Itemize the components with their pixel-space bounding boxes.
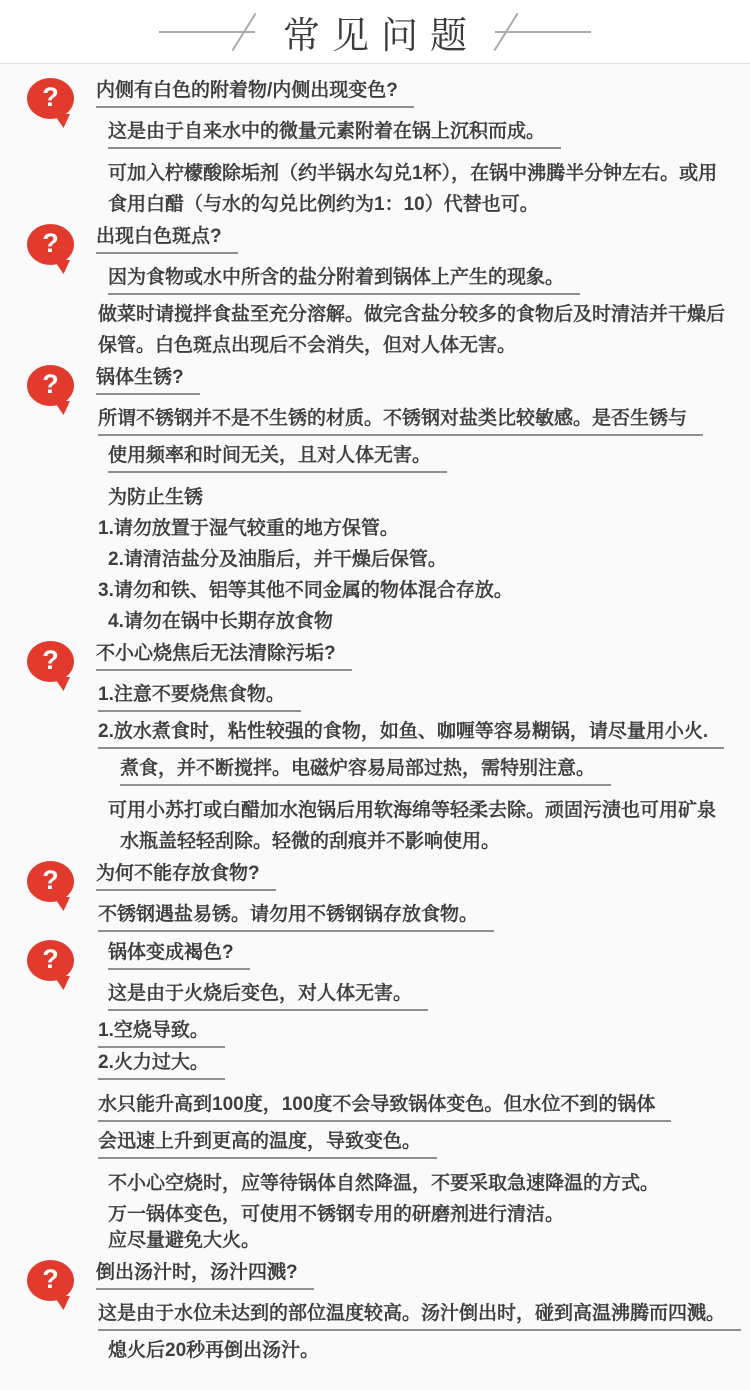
faq-answer-line: 这是由于水位未达到的部位温度较高。汤汁倒出时，碰到高温沸腾而四溅。 xyxy=(98,1303,730,1331)
faq-answer-line: 2.请清洁盐分及油脂后，并干燥后保管。 xyxy=(108,549,447,570)
question-bubble-icon: ? xyxy=(27,861,74,902)
faq-answer-line: 这是由于火烧后变色，对人体无害。 xyxy=(108,983,730,1011)
faq-answer-line: 为防止生锈 xyxy=(108,487,204,508)
title-divider-right xyxy=(505,10,591,54)
faq-answer-line: 2.放水煮食时，粘性较强的食物，如鱼、咖喱等容易糊锅，请尽量用小火. xyxy=(98,721,730,749)
faq-answer-line: 保管。白色斑点出现后不会消失，但对人体无害。 xyxy=(98,335,517,356)
faq-section xyxy=(0,643,730,853)
question-bubble-icon: ? xyxy=(27,641,74,682)
question-bubble-icon: ? xyxy=(27,940,74,981)
divider-line-icon xyxy=(495,31,591,33)
faq-question: 出现白色斑点? xyxy=(96,226,238,254)
faq-answer-line: 煮食，并不断搅拌。电磁炉容易局部过热，需特别注意。 xyxy=(120,758,730,786)
faq-answer-line: 做菜时请搅拌食盐至充分溶解。做完含盐分较多的食物后及时清洁并干燥后 xyxy=(98,304,726,325)
title-divider-left xyxy=(159,10,245,54)
faq-answer-line: 水瓶盖轻轻刮除。轻微的刮痕并不影响使用。 xyxy=(120,831,501,852)
faq-section xyxy=(0,367,730,633)
faq-header xyxy=(0,0,750,63)
faq-question: 锅体生锈? xyxy=(96,367,200,395)
faq-question: 倒出汤汁时，汤汁四溅? xyxy=(96,1262,314,1290)
faq-answer-line: 2.火力过大。 xyxy=(98,1052,730,1080)
faq-answer-line: 使用频率和时间无关，且对人体无害。 xyxy=(108,445,730,473)
faq-section xyxy=(0,80,730,216)
faq-answer-line: 应尽量避免大火。 xyxy=(108,1230,261,1251)
faq-answer-line: 这是由于自来水中的微量元素附着在锅上沉积而成。 xyxy=(108,121,730,149)
faq-answer-line: 会迅速上升到更高的温度，导致变色。 xyxy=(98,1131,730,1159)
faq-answer-line: 可加入柠檬酸除垢剂（约半锅水勾兑1杯），在锅中沸腾半分钟左右。或用 xyxy=(108,163,718,184)
faq-answer-line: 4.请勿在锅中长期存放食物 xyxy=(108,611,333,632)
question-bubble-icon: ? xyxy=(27,78,74,119)
faq-section xyxy=(0,226,730,357)
question-bubble-icon: ? xyxy=(27,365,74,406)
faq-question: 内侧有白色的附着物/内侧出现变色? xyxy=(96,80,414,108)
faq-answer-line: 水只能升高到100度，100度不会导致锅体变色。但水位不到的锅体 xyxy=(98,1094,730,1122)
faq-answer-line: 不小心空烧时，应等待锅体自然降温，不要采取急速降温的方式。 xyxy=(108,1173,660,1194)
faq-answer-line: 1.注意不要烧焦食物。 xyxy=(98,684,730,712)
question-bubble-icon: ? xyxy=(27,1260,74,1301)
faq-section xyxy=(0,942,730,1252)
faq-question: 锅体变成褐色? xyxy=(108,942,250,970)
question-bubble-icon: ? xyxy=(27,224,74,265)
page-title: 常见问题 xyxy=(283,14,479,56)
faq-section xyxy=(0,1262,730,1362)
faq-answer-line: 万一锅体变色，可使用不锈钢专用的研磨剂进行清洁。 xyxy=(108,1204,565,1225)
faq-answer-line: 食用白醋（与水的勾兑比例约为1：10）代替也可。 xyxy=(108,194,539,215)
faq-answer-line: 因为食物或水中所含的盐分附着到锅体上产生的现象。 xyxy=(108,267,730,295)
faq-question: 为何不能存放食物? xyxy=(96,863,276,891)
faq-answer-line: 所谓不锈钢并不是不生锈的材质。不锈钢对盐类比较敏感。是否生锈与 xyxy=(98,408,730,436)
faq-answer-line: 熄火后20秒再倒出汤汁。 xyxy=(108,1340,320,1361)
faq-answer-line: 可用小苏打或白醋加水泡锅后用软海绵等轻柔去除。顽固污渍也可用矿泉 xyxy=(108,800,717,821)
divider-line-icon xyxy=(159,31,255,33)
faq-section xyxy=(0,863,730,932)
faq-answer-line: 1.空烧导致。 xyxy=(98,1020,730,1048)
faq-answer-line: 3.请勿和铁、铝等其他不同金属的物体混合存放。 xyxy=(98,580,513,601)
faq-question: 不小心烧焦后无法清除污垢? xyxy=(96,643,352,671)
faq-panel xyxy=(0,63,750,1390)
faq-answer-line: 不锈钢遇盐易锈。请勿用不锈钢锅存放食物。 xyxy=(98,904,730,932)
faq-answer-line: 1.请勿放置于湿气较重的地方保管。 xyxy=(98,518,399,539)
